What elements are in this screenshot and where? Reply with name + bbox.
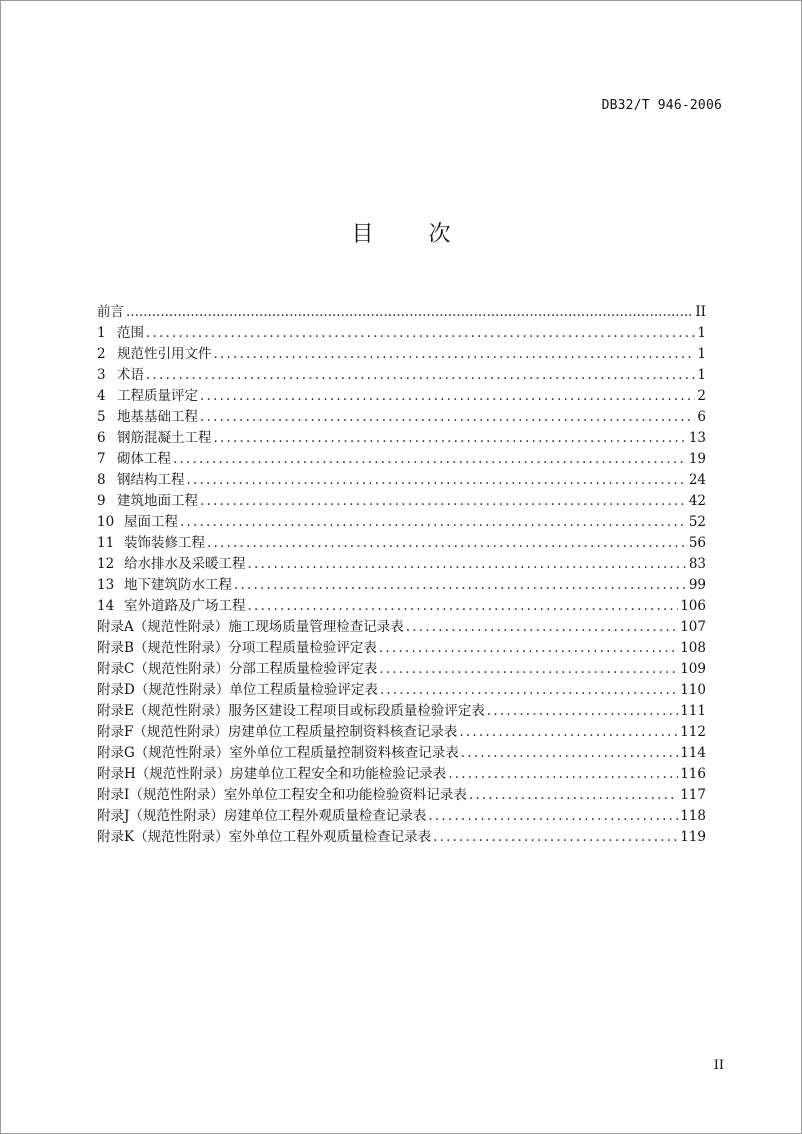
toc-entry-label: 工程质量评定 [117,388,198,404]
toc-entry-label: 术语 [117,367,144,383]
toc-entry[interactable] [97,470,706,491]
toc-entry-page: 1 [697,346,706,362]
toc-entry-title [97,638,377,659]
toc-entry-number: 12 [97,556,115,572]
toc-entry[interactable] [97,785,706,806]
toc-entry[interactable] [97,365,706,386]
toc-entry-number: 8 [97,472,106,488]
toc-entry-label: 屋面工程 [124,514,178,530]
toc-entry[interactable] [97,323,706,344]
toc-entry-title [97,533,205,554]
toc-leader-dots [379,659,678,680]
toc-entry-page: II [695,304,706,320]
toc-entry[interactable] [97,491,706,512]
toc-entry-title [97,701,485,722]
toc-title: 目 次 [351,222,475,247]
toc-entry-page: 107 [680,619,706,635]
toc-leader-dots [234,575,687,596]
toc-entry-number: 4 [97,388,106,404]
toc-entry-title [97,554,246,575]
toc-entry-title [97,344,212,365]
toc-leader-dots [146,365,695,386]
toc-entry-page: 110 [680,682,706,698]
toc-entry[interactable] [97,428,706,449]
toc-entry-label: 钢筋混凝土工程 [117,430,212,446]
toc-entry-label: 附录F（规范性附录）房建单位工程质量控制资料核查记录表 [97,724,458,740]
page-number: II [713,1058,724,1073]
toc-entry-page: 114 [680,745,706,761]
toc-entry-page: 119 [680,829,706,845]
toc-entry-page: 1 [697,367,706,383]
toc-leader-dots [380,680,678,701]
toc-entry-title [97,365,144,386]
toc-entry-title [97,722,457,743]
toc-entry-title [97,659,377,680]
toc-entry-number: 5 [97,409,106,425]
toc-leader-dots [248,596,679,617]
toc-entry-number: 13 [97,577,115,593]
toc-entry-title [97,449,171,470]
toc-entry-number: 14 [97,598,115,614]
toc-leader-dots [448,764,678,785]
toc-entry-title [97,491,198,512]
toc-entry-label: 附录G（规范性附录）室外单位工程质量控制资料核查记录表 [97,745,459,761]
toc-entry-page: 112 [680,724,706,740]
toc-entry[interactable] [97,596,706,617]
toc-entry-title [97,743,459,764]
toc-leader-dots [187,470,687,491]
toc-leader-dots [469,785,678,806]
toc-entry-number: 11 [97,535,115,551]
toc-entry[interactable] [97,449,706,470]
toc-entry-label: 室外道路及广场工程 [124,598,246,614]
toc-entry-page: 42 [688,493,706,509]
toc-leader-dots [180,512,687,533]
toc-entry-title [97,512,178,533]
toc-entry[interactable] [97,512,706,533]
toc-leader-dots [487,701,678,722]
toc-entry-label: 附录A（规范性附录）施工现场质量管理检查记录表 [97,619,404,635]
toc-entry[interactable] [97,302,706,323]
toc-entry-label: 范围 [117,325,144,341]
toc-entry[interactable] [97,638,706,659]
toc-entry-title [97,785,467,806]
toc-leader-dots [428,806,678,827]
toc-entry-page: 2 [697,388,706,404]
toc-entry-label: 附录K（规范性附录）室外单位工程外观质量检查记录表 [97,829,432,845]
toc-entry-title [97,806,426,827]
toc-leader-dots [173,449,687,470]
toc-entry-page: 117 [680,787,706,803]
toc-leader-dots [200,407,695,428]
toc-entry-page: 118 [680,808,706,824]
toc-entry[interactable] [97,533,706,554]
toc-entry[interactable] [97,764,706,785]
toc-entry-title [97,470,185,491]
toc-entry-page: 116 [680,766,706,782]
toc-entry-title [97,428,212,449]
toc-entry-page: 19 [688,451,706,467]
toc-leader-dots [214,428,687,449]
toc-entry-label: 附录D（规范性附录）单位工程质量检验评定表 [97,682,378,698]
toc-entry-page: 6 [697,409,706,425]
toc-entry-number: 6 [97,430,106,446]
toc-entry-label: 附录I（规范性附录）室外单位工程安全和功能检验资料记录表 [97,787,467,803]
toc-entry-title [97,680,378,701]
toc-entry-page: 109 [680,661,706,677]
toc-leader-dots [379,638,678,659]
toc-entry[interactable] [97,659,706,680]
toc-leader-dots [459,722,678,743]
toc-entry-title [97,764,446,785]
table-of-contents [97,302,706,848]
toc-leader-dots [126,302,693,323]
toc-entry[interactable] [97,554,706,575]
document-code: DB32/T 946-2006 [601,98,722,113]
toc-entry-label: 钢结构工程 [117,472,185,488]
toc-leader-dots [214,344,696,365]
toc-entry[interactable] [97,743,706,764]
toc-entry-title [97,302,124,323]
toc-entry-label: 附录E（规范性附录）服务区建设工程项目或标段质量检验评定表 [97,703,485,719]
toc-entry-page: 99 [688,577,706,593]
toc-entry-number: 10 [97,514,115,530]
toc-entry-label: 地下建筑防水工程 [124,577,232,593]
toc-entry-page: 13 [688,430,706,446]
toc-entry-page: 108 [680,640,706,656]
toc-entry-number: 3 [97,367,106,383]
toc-entry-label: 规范性引用文件 [117,346,212,362]
toc-entry[interactable] [97,827,706,848]
toc-leader-dots [461,743,678,764]
toc-leader-dots [433,827,678,848]
toc-entry-page: 111 [680,703,706,719]
toc-entry-page: 83 [688,556,706,572]
toc-entry-number: 1 [97,325,106,341]
toc-leader-dots [200,491,687,512]
toc-entry-label: 给水排水及采暖工程 [124,556,246,572]
toc-entry-label: 附录B（规范性附录）分项工程质量检验评定表 [97,640,377,656]
toc-entry[interactable] [97,722,706,743]
toc-leader-dots [406,617,678,638]
toc-entry-label: 前言 [97,304,124,320]
toc-entry-number: 7 [97,451,106,467]
toc-entry-label: 附录J（规范性附录）房建单位工程外观质量检查记录表 [97,808,427,824]
toc-entry-title [97,407,198,428]
toc-entry-title [97,596,246,617]
toc-entry-title [97,617,404,638]
toc-entry-page: 24 [688,472,706,488]
toc-entry-label: 地基基础工程 [117,409,198,425]
toc-entry-number: 2 [97,346,106,362]
toc-entry-label: 附录C（规范性附录）分部工程质量检验评定表 [97,661,378,677]
toc-entry[interactable] [97,344,706,365]
toc-entry-page: 106 [680,598,706,614]
toc-entry[interactable] [97,575,706,596]
toc-entry-number: 9 [97,493,106,509]
toc-entry-title [97,827,431,848]
toc-entry[interactable] [97,407,706,428]
toc-entry[interactable] [97,386,706,407]
toc-entry-label: 附录H（规范性附录）房建单位工程安全和功能检验记录表 [97,766,447,782]
toc-entry-title [97,575,232,596]
toc-entry[interactable] [97,806,706,827]
toc-entry[interactable] [97,617,706,638]
toc-leader-dots [146,323,695,344]
toc-entry-title [97,323,144,344]
toc-entry-page: 1 [697,325,706,341]
toc-entry-page: 52 [688,514,706,530]
toc-entry-title [97,386,198,407]
toc-leader-dots [248,554,687,575]
toc-entry[interactable] [97,701,706,722]
toc-leader-dots [200,386,695,407]
toc-entry-label: 砌体工程 [117,451,171,467]
toc-entry-label: 装饰装修工程 [124,535,205,551]
toc-entry-label: 建筑地面工程 [117,493,198,509]
toc-entry-page: 56 [688,535,706,551]
toc-entry[interactable] [97,680,706,701]
toc-leader-dots [207,533,687,554]
